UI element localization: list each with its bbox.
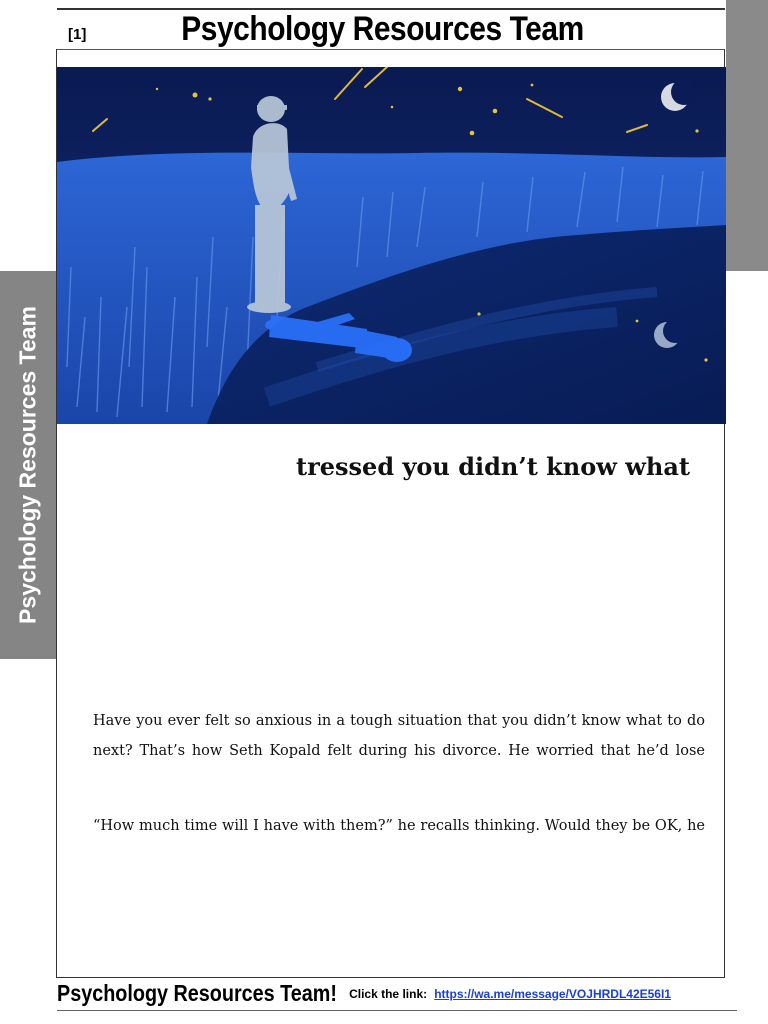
article-paragraph: “How much time will I have with them?” he recalls thinking. Would they be OK, he [93,818,705,834]
hero-illustration [57,67,726,424]
right-gray-bar [726,0,768,271]
side-tab-label: Psychology Resources Team [14,306,41,624]
page-number: [1] [68,26,87,43]
page-title: Psychology Resources Team [181,10,584,48]
footer [57,980,747,1010]
footer-link[interactable]: https://wa.me/message/VOJHRDL42E56I1 [434,986,671,1001]
article-headline: tressed you didn’t know what [296,452,690,481]
article-paragraph: Have you ever felt so anxious in a tough situation that you didn’t know what to do next? That’s how Seth Kopald felt during his divorce. He worried that he’d lose [93,713,705,759]
footer-rule [57,1010,737,1011]
footer-click-label: Click the link: [349,986,428,1001]
footer-brand: Psychology Resources Team! [57,980,337,1006]
side-tab [0,271,57,659]
